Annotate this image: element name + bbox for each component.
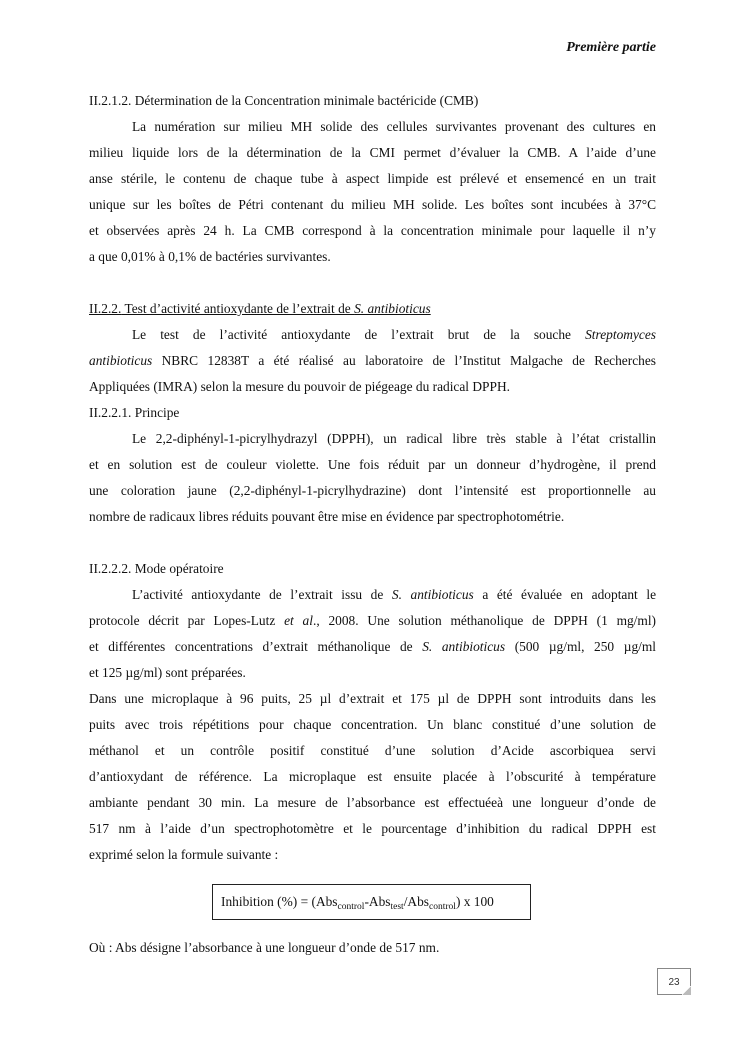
paragraph-line: exprimé selon la formule suivante : [89,847,279,862]
paragraph-line: Le 2,2-diphényl-1-picrylhydrazyl (DPPH), un radical libre très stable à l’état cristallin [132,431,656,446]
section-heading-antioxidant: II.2.2. Test d’activité antioxydante de l’extrait de S. antibioticus [89,301,431,316]
paragraph-line: milieu liquide lors de la détermination de la CMI permet d’évaluer la CMB. A l’aide d’une [89,145,656,160]
paragraph-line: et 125 µg/ml) sont préparées. [89,665,246,680]
paragraph-line: ambiante pendant 30 min. La mesure de l’absorbance est effectuéeà une longueur d’onde de [89,795,656,810]
inhibition-formula-box: Inhibition (%) = (Abs$_{control}$-Abs$_{test}$/Abs$_{control}$) x 100 [212,884,531,920]
paragraph-line: protocole décrit par Lopes-Lutz et al., 2008. Une solution méthanolique de DPPH (1 mg/ml) [89,613,656,628]
page-header-title: Première partie [566,40,656,55]
document-body [89,88,656,868]
paragraph-line: et différentes concentrations d’extrait méthanolique de S. antibioticus (500 µg/ml, 250 µg/ml [89,639,656,654]
paragraph-line: nombre de radicaux libres réduits pouvant être mise en évidence par spectrophotométrie. [89,509,565,524]
paragraph-line: antibioticus NBRC 12838T a été réalisé au laboratoire de l’Institut Malgache de Recherches [89,353,656,368]
paragraph-line: Le test de l’activité antioxydante de l’extrait brut de la souche Streptomyces [132,327,656,342]
paragraph-line: a que 0,01% à 0,1% de bactéries survivantes. [89,249,331,264]
paragraph-line: et en solution est de couleur violette. Une fois réduit par un donneur d’hydrogène, il prend [89,457,656,472]
paragraph-line: une coloration jaune (2,2-diphényl-1-picrylhydrazine) dont l’intensité est proportionnelle au [89,483,656,498]
paragraph-line: unique sur les boîtes de Pétri contenant du milieu MH solide. Les boîtes sont incubées à 37°C [89,197,656,212]
paragraph-line: puits avec trois répétitions pour chaque concentration. Un blanc constitué d’une solution de [89,717,656,732]
absorbance-note: Où : Abs désigne l’absorbance à une longueur d’onde de 517 nm. [89,940,440,955]
paragraph-line: d’antioxydant de référence. La microplaque est ensuite placée à l’obscurité à température [89,769,656,784]
section-heading-mode-operatoire: II.2.2.2. Mode opératoire [89,561,224,576]
section-heading-cmb: II.2.1.2. Détermination de la Concentration minimale bactéricide (CMB) [89,93,479,108]
paragraph-line: 517 nm à l’aide d’un spectrophotomètre et le pourcentage d’inhibition du radical DPPH est [89,821,656,836]
paragraph-line: Appliquées (IMRA) selon la mesure du pouvoir de piégeage du radical DPPH. [89,379,510,394]
section-heading-principe: II.2.2.1. Principe [89,405,180,420]
page-number: 23 [657,968,691,995]
paragraph-line: anse stérile, le contenu de chaque tube à aspect limpide est prélevé et ensemencé en un trait [89,171,656,186]
paragraph-line: L’activité antioxydante de l’extrait issu de S. antibioticus a été évaluée en adoptant le [132,587,657,602]
paragraph-line: Dans une microplaque à 96 puits, 25 µl d’extrait et 175 µl de DPPH sont introduits dans les [89,691,656,706]
paragraph-line: et observées après 24 h. La CMB correspond à la concentration minimale pour laquelle il n’y [89,223,656,238]
paragraph-line: La numération sur milieu MH solide des cellules survivantes provenant des cultures en [132,119,656,134]
paragraph-line: méthanol et un contrôle positif constitué d’une solution d’Acide ascorbiquea servi [89,743,656,758]
